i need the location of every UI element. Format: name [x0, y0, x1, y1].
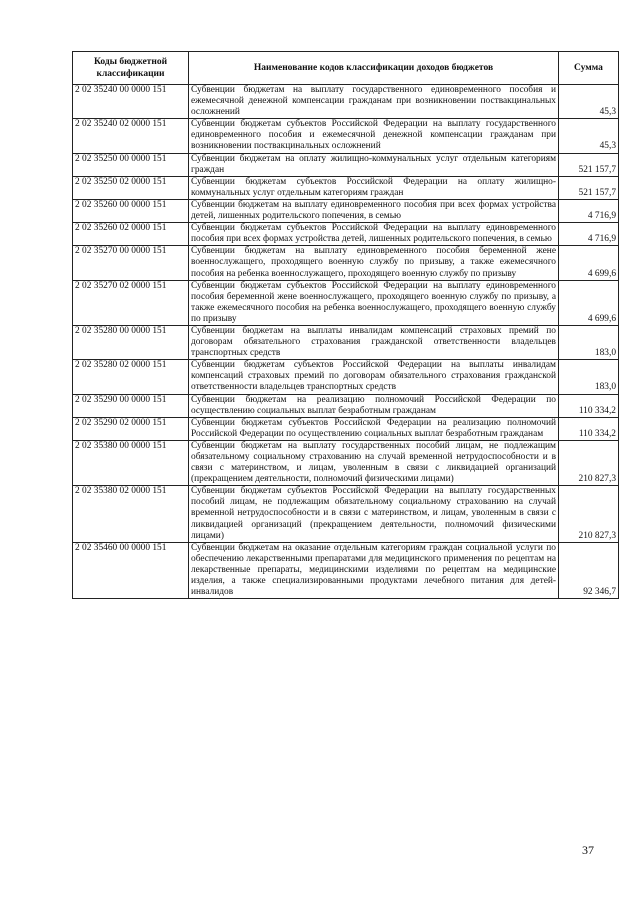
table-row [73, 280, 619, 325]
sum-cell: 4 699,6 [559, 246, 619, 280]
header-name: Наименование кодов классификации доходов бюджетов [189, 52, 559, 85]
name-cell: Субвенции бюджетам на реализацию полномочий Российской Федерации по осуществлению социальных выплат безработным гражданам [189, 394, 559, 417]
sum-cell: 110 334,2 [559, 417, 619, 440]
code-cell: 2 02 35240 00 0000 151 [73, 85, 189, 119]
code-cell: 2 02 35240 02 0000 151 [73, 119, 189, 153]
header-sum: Сумма [559, 52, 619, 85]
sum-cell: 521 157,7 [559, 176, 619, 199]
name-cell: Субвенции бюджетам на выплату единовременного пособия беременной жене военнослужащего, проходящего военную службу по призыву, а также ежемесячного пособия на ребенка военнослужащего, проходящего военную службу по призыву [189, 246, 559, 280]
name-cell: Субвенции бюджетам субъектов Российской Федерации на выплату государственного единовременного пособия и ежемесячной денежной компенсации гражданам при возникновении поствакцинальных осложнений [189, 119, 559, 153]
budget-revenue-table [72, 51, 619, 599]
sum-cell: 45,3 [559, 119, 619, 153]
code-cell: 2 02 35380 02 0000 151 [73, 486, 189, 542]
table-row [73, 325, 619, 359]
table-header-row [73, 52, 619, 85]
name-cell: Субвенции бюджетам субъектов Российской Федерации на выплату государственных пособий лицам, не подлежащим обязательному социальному страхованию на случай временной нетрудоспособности и в связи с материнством, и лицам, уволенным в связи с ликвидацией организаций (прекращением деятельности, полномочий физическими лицами) [189, 486, 559, 542]
name-cell: Субвенции бюджетам на оказание отдельным категориям граждан социальной услуги по обеспечению лекарственными препаратами для медицинского применения по рецептам на лекарственные препараты, медицинскими изделиями по рецептам на медицинские изделия, а также специализированными продуктами лечебного питания для детей-инвалидов [189, 542, 559, 598]
table-row [73, 85, 619, 119]
sum-cell: 210 827,3 [559, 440, 619, 485]
code-cell: 2 02 35460 00 0000 151 [73, 542, 189, 598]
sum-cell: 210 827,3 [559, 486, 619, 542]
code-cell: 2 02 35270 00 0000 151 [73, 246, 189, 280]
table-row [73, 176, 619, 199]
name-cell: Субвенции бюджетам на выплату государственных пособий лицам, не подлежащим обязательному социальному страхованию на случай временной нетрудоспособности и в связи с материнством, и лицам, уволенным в связи с ликвидацией организаций (прекращением деятельности, полномочий физическими лицами) [189, 440, 559, 485]
name-cell: Субвенции бюджетам субъектов Российской Федерации на реализацию полномочий Российской Федерации по осуществлению социальных выплат безработным гражданам [189, 417, 559, 440]
code-cell: 2 02 35280 00 0000 151 [73, 325, 189, 359]
sum-cell: 110 334,2 [559, 394, 619, 417]
code-cell: 2 02 35250 00 0000 151 [73, 153, 189, 176]
name-cell: Субвенции бюджетам субъектов Российской Федерации на выплату единовременного пособия беременной жене военнослужащего, проходящего военную службу по призыву, а также ежемесячного пособия на ребенка военнослужащего, проходящего военную службу по призыву [189, 280, 559, 325]
sum-cell: 4 716,9 [559, 199, 619, 222]
sum-cell: 92 346,7 [559, 542, 619, 598]
table-row [73, 417, 619, 440]
sum-cell: 4 716,9 [559, 223, 619, 246]
code-cell: 2 02 35280 02 0000 151 [73, 360, 189, 394]
name-cell: Субвенции бюджетам на оплату жилищно-коммунальных услуг отдельным категориям граждан [189, 153, 559, 176]
name-cell: Субвенции бюджетам субъектов Российской Федерации на выплаты инвалидам компенсаций страховых премий по договорам обязательного страхования гражданской ответственности владельцев транспортных средств [189, 360, 559, 394]
page-number: 37 [582, 843, 594, 857]
table-row [73, 153, 619, 176]
sum-cell: 4 699,6 [559, 280, 619, 325]
name-cell: Субвенции бюджетам на выплаты инвалидам компенсаций страховых премий по договорам обязательного страхования гражданской ответственности владельцев транспортных средств [189, 325, 559, 359]
code-cell: 2 02 35270 02 0000 151 [73, 280, 189, 325]
table-row [73, 360, 619, 394]
code-cell: 2 02 35290 02 0000 151 [73, 417, 189, 440]
name-cell: Субвенции бюджетам субъектов Российской Федерации на оплату жилищно-коммунальных услуг отдельным категориям граждан [189, 176, 559, 199]
code-cell: 2 02 35260 02 0000 151 [73, 223, 189, 246]
table-row [73, 394, 619, 417]
code-cell: 2 02 35250 02 0000 151 [73, 176, 189, 199]
name-cell: Субвенции бюджетам субъектов Российской Федерации на выплату единовременного пособия при всех формах устройства детей, лишенных родительского попечения, в семью [189, 223, 559, 246]
code-cell: 2 02 35380 00 0000 151 [73, 440, 189, 485]
sum-cell: 45,3 [559, 85, 619, 119]
sum-cell: 183,0 [559, 325, 619, 359]
header-codes: Коды бюджетной классификации [73, 52, 189, 85]
table-row [73, 486, 619, 542]
table-row [73, 223, 619, 246]
table-row [73, 542, 619, 598]
table-row [73, 440, 619, 485]
code-cell: 2 02 35290 00 0000 151 [73, 394, 189, 417]
sum-cell: 183,0 [559, 360, 619, 394]
code-cell: 2 02 35260 00 0000 151 [73, 199, 189, 222]
name-cell: Субвенции бюджетам на выплату государственного единовременного пособия и ежемесячной денежной компенсации гражданам при возникновении поствакцинальных осложнений [189, 85, 559, 119]
table-row [73, 199, 619, 222]
table-row [73, 119, 619, 153]
name-cell: Субвенции бюджетам на выплату единовременного пособия при всех формах устройства детей, лишенных родительского попечения, в семью [189, 199, 559, 222]
table-row [73, 246, 619, 280]
sum-cell: 521 157,7 [559, 153, 619, 176]
